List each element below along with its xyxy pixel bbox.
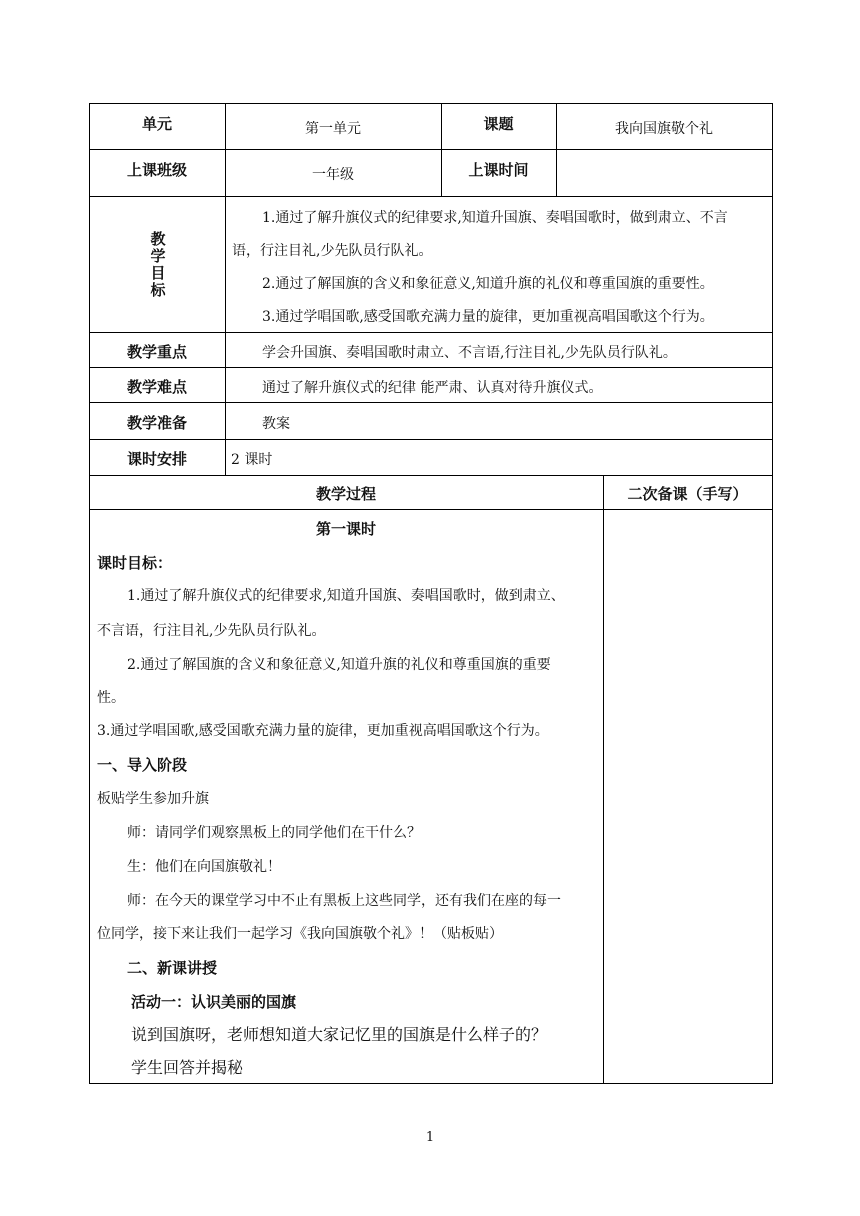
student-line-1: 生：他们在向国旗敬礼！ xyxy=(127,859,281,875)
schedule-label: 课时安排 xyxy=(126,450,187,468)
class-value: 一年级 xyxy=(312,167,354,183)
difficulty-label: 教学难点 xyxy=(126,378,187,396)
goals-heading: 课时目标： xyxy=(97,554,173,572)
goal2-b: 性。 xyxy=(97,690,125,706)
key-value: 学会升国旗、奏唱国歌时肃立、不言语,行注目礼,少先队员行队礼。 xyxy=(262,345,677,361)
activity-1: 活动一：认识美丽的国旗 xyxy=(131,993,297,1011)
topic-value: 我向国旗敬个礼 xyxy=(615,121,713,137)
board-note: 板贴学生参加升旗 xyxy=(97,791,209,807)
difficulty-value: 通过了解升旗仪式的纪律 能严肃、认真对待升旗仪式。 xyxy=(262,380,603,396)
key-label: 教学重点 xyxy=(126,343,187,361)
lesson-title: 第一课时 xyxy=(315,520,376,538)
teacher-line-2a: 师：在今天的课堂学习中不止有黑板上这些同学，还有我们在座的每一 xyxy=(127,893,561,909)
question-line: 说到国旗呀，老师想知道大家记忆里的国旗是什么样子的？ xyxy=(131,1025,548,1044)
goal3: 3.通过学唱国歌,感受国歌充满力量的旋律，更加重视高唱国歌这个行为。 xyxy=(97,723,549,739)
goal-line-3: 2.通过了解国旗的含义和象征意义,知道升旗的礼仪和尊重国旗的重要性。 xyxy=(262,276,714,292)
notes-header: 二次备课（手写） xyxy=(627,485,748,503)
time-label: 上课时间 xyxy=(468,161,529,179)
section-new-lesson: 二、新课讲授 xyxy=(127,959,218,977)
unit-value: 第一单元 xyxy=(305,121,361,137)
topic-label: 课题 xyxy=(483,115,514,133)
goal-line-2: 语，行注目礼,少先队员行队礼。 xyxy=(232,243,433,259)
teacher-line-1: 师：请同学们观察黑板上的同学他们在干什么？ xyxy=(127,825,421,841)
prep-value: 教案 xyxy=(262,416,290,432)
goal-line-4: 3.通过学唱国歌,感受国歌充满力量的旋律，更加重视高唱国歌这个行为。 xyxy=(262,309,714,325)
answer-line: 学生回答并揭秘 xyxy=(131,1058,244,1077)
goals-label: 教学目标 xyxy=(150,230,166,299)
section-intro: 一、导入阶段 xyxy=(97,756,188,774)
goal1-a: 1.通过了解升旗仪式的纪律要求,知道升国旗、奏唱国歌时，做到肃立、 xyxy=(127,588,565,604)
process-header: 教学过程 xyxy=(315,485,376,503)
class-label: 上课班级 xyxy=(126,161,187,179)
goal1-b: 不言语，行注目礼,少先队员行队礼。 xyxy=(97,623,326,639)
teacher-line-2b: 位同学，接下来让我们一起学习《我向国旗敬个礼》！（贴板贴） xyxy=(97,926,503,942)
page-number: 1 xyxy=(425,1130,435,1145)
prep-label: 教学准备 xyxy=(126,414,187,432)
unit-label: 单元 xyxy=(141,115,172,133)
goal2-a: 2.通过了解国旗的含义和象征意义,知道升旗的礼仪和尊重国旗的重要 xyxy=(127,657,551,673)
goal-line-1: 1.通过了解升旗仪式的纪律要求,知道升国旗、奏唱国歌时，做到肃立、不言 xyxy=(262,210,728,226)
schedule-value: 2 课时 xyxy=(231,452,273,468)
